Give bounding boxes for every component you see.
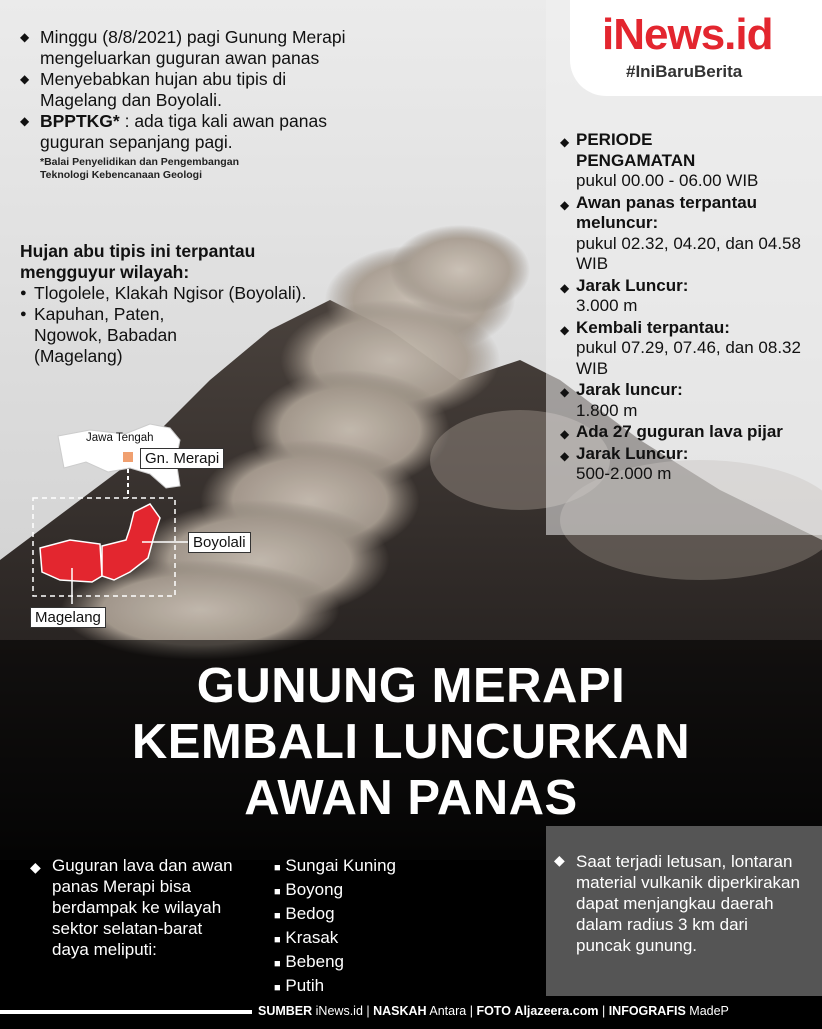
river-item: ■ Bebeng bbox=[274, 952, 345, 971]
river-item: ■ Boyong bbox=[274, 880, 344, 899]
observation-item: ◆ Awan panas terpantau meluncur: pukul 02.32, 04.20, dan 04.58 WIB bbox=[560, 192, 801, 273]
ash-rain-item: ● Kapuhan, Paten, Ngowok, Babadan (Magelang) bbox=[20, 304, 178, 366]
ash-rain-section bbox=[20, 241, 340, 367]
ash-rain-heading: Hujan abu tipis ini terpantau bbox=[20, 241, 256, 261]
square-bullet-icon: ■ bbox=[274, 886, 281, 898]
diamond-bullet-icon: ◆ bbox=[560, 427, 570, 441]
summary-item: ◆ Minggu (8/8/2021) pagi Gunung Merapi mengeluarkan guguran awan panas bbox=[20, 27, 346, 68]
footnote: *Balai Penyelidikan dan Pengembangan Teknologi Kebencanaan Geologi bbox=[40, 156, 239, 181]
dot-bullet-icon: ● bbox=[20, 287, 27, 299]
eruption-note: Saat terjadi letusan, lontaran material vulkanik diperkirakan dapat menjangkau daerah dalam radius 3 km dari puncak gunung. bbox=[576, 852, 800, 955]
diamond-bullet-icon: ◆ bbox=[20, 72, 30, 86]
summary-list bbox=[20, 27, 350, 182]
observation-list bbox=[560, 130, 810, 485]
merapi-marker bbox=[123, 452, 133, 462]
diamond-bullet-icon: ◆ bbox=[20, 114, 30, 128]
brand-badge bbox=[570, 0, 822, 96]
square-bullet-icon: ■ bbox=[274, 934, 281, 946]
river-list bbox=[274, 855, 434, 999]
region-map bbox=[30, 408, 280, 638]
square-bullet-icon: ■ bbox=[274, 958, 281, 970]
diamond-bullet-icon: ◆ bbox=[560, 197, 570, 212]
diamond-bullet-icon: ◆ bbox=[30, 859, 41, 875]
diamond-bullet-icon: ◆ bbox=[560, 135, 570, 149]
source-bar bbox=[0, 1000, 822, 1029]
river-item: ■ Putih bbox=[274, 976, 325, 995]
map-volcano-label: Gn. Merapi bbox=[140, 448, 224, 469]
observation-item: ◆ Ada 27 guguran lava pijar bbox=[560, 422, 810, 443]
map-magelang-label: Magelang bbox=[30, 607, 106, 628]
square-bullet-icon: ■ bbox=[274, 862, 281, 874]
observation-item: ◆ PERIODE PENGAMATAN pukul 00.00 - 06.00 WIB bbox=[560, 130, 759, 190]
river-item: ■ Bedog bbox=[274, 904, 335, 923]
observation-item: ◆ Kembali terpantau: pukul 07.29, 07.46, dan 08.32 WIB bbox=[560, 317, 801, 378]
ash-rain-heading: mengguyur wilayah: bbox=[20, 262, 190, 282]
impact-text: ◆ Guguran lava dan awan panas Merapi bisa berdampak ke wilayah sektor selatan-barat daya meliputi: bbox=[30, 856, 233, 959]
square-bullet-icon: ■ bbox=[274, 910, 281, 922]
river-item: ■ Krasak bbox=[274, 928, 339, 947]
diamond-bullet-icon: ◆ bbox=[560, 322, 570, 337]
diamond-bullet-icon: ◆ bbox=[560, 280, 570, 295]
river-item: ■ Sungai Kuning bbox=[274, 856, 396, 875]
square-bullet-icon: ■ bbox=[274, 982, 281, 994]
source-credits: SUMBER iNews.id | NASKAH Antara | FOTO Aljazeera.com | INFOGRAFIS MadeP bbox=[258, 1004, 729, 1018]
diamond-bullet-icon: ◆ bbox=[554, 852, 565, 868]
diamond-bullet-icon: ◆ bbox=[560, 448, 570, 463]
diamond-bullet-icon: ◆ bbox=[560, 385, 570, 399]
summary-item: ◆ BPPTKG* : ada tiga kali awan panas guguran sepanjang pagi. bbox=[20, 111, 327, 152]
observation-item: ◆ Jarak Luncur: 3.000 m bbox=[560, 275, 689, 315]
brand-logo: iNews.id bbox=[602, 10, 773, 59]
magelang-region bbox=[40, 540, 102, 582]
diamond-bullet-icon: ◆ bbox=[20, 30, 30, 44]
source-divider bbox=[0, 1010, 252, 1014]
map-boyolali-label: Boyolali bbox=[188, 532, 251, 553]
summary-item: ◆ Menyebabkan hujan abu tipis di Magelang dan Boyolali. bbox=[20, 69, 287, 110]
map-province-label: Jawa Tengah bbox=[86, 432, 154, 444]
observation-item: ◆ Jarak luncur: 1.800 m bbox=[560, 380, 683, 420]
dot-bullet-icon: ● bbox=[20, 308, 27, 320]
eruption-note-box bbox=[546, 826, 822, 996]
ash-rain-item: ● Tlogolele, Klakah Ngisor (Boyolali). bbox=[20, 283, 307, 303]
page-title: GUNUNG MERAPI KEMBALI LUNCURKAN AWAN PANAS bbox=[131, 659, 691, 825]
observation-item: ◆ Jarak Luncur: 500-2.000 m bbox=[560, 443, 689, 483]
brand-tagline: #IniBaruBerita bbox=[626, 62, 743, 81]
